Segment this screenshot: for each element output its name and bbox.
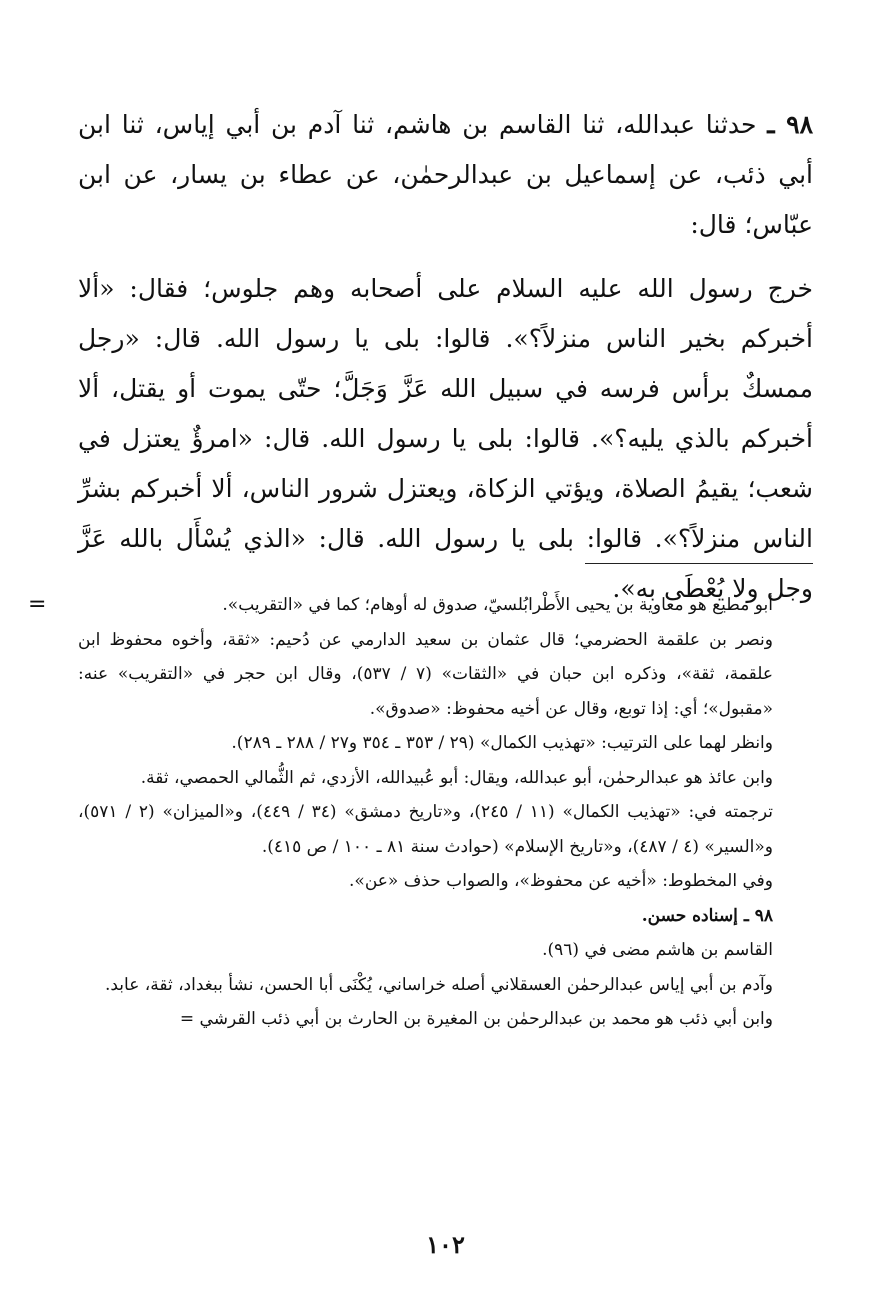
footnote-line: ونصر بن علقمة الحضرمي؛ قال عثمان بن سعيد الدارمي عن دُحيم: «ثقة، وأخوه محفوظ ابن علقمة، ثقة»، وذكره ابن حبان في «الثقات» (٧ / ٥٣٧)، وقال ابن حجر في «التقريب» عنه: «مقبول»؛ أي: إذا توبع، وقال عن أخيه محفوظ: «صدوق». <box>78 629 773 719</box>
continuation-mark-top: = <box>28 592 47 617</box>
footnotes <box>78 588 813 1037</box>
footnote-line: وآدم بن أبي إياس عبدالرحمٰن العسقلاني أصله خراساني، يُكْنَى أبا الحسن، نشأ ببغداد، ثقة، عابد. <box>104 974 773 995</box>
footnote-line: وانظر لهما على الترتيب: «تهذيب الكمال» (٢٩ / ٣٥٣ ـ ٣٥٤ و٢٧ / ٢٨٨ ـ ٢٨٩). <box>231 733 773 753</box>
footnote-divider <box>585 563 813 564</box>
footnote-line: وفي المخطوط: «أخيه عن محفوظ»، والصواب حذف «عن». <box>349 871 773 891</box>
page-number: ١٠٢ <box>426 1230 465 1259</box>
footnote-line: أبو مطيع هو معاوية بن يحيى الأَطْرابُلسيّ، صدوق له أوهام؛ كما في «التقريب». <box>222 595 773 615</box>
hadith-matn: خرج رسول الله عليه السلام على أصحابه وهم جلوس؛ فقال: «ألا أخبركم بخير الناس منزلاً؟». قالوا: بلى يا رسول الله. قال: «رجل ممسكٌ برأس فرسه في سبيل الله عَزَّ وَجَلَّ؛ حتّى يموت أو يقتل، ألا أخبركم بالذي يليه؟». قالوا: بلى يا رسول الله. قال: «امرؤٌ يعتزل في شعب؛ يقيمُ الصلاة، ويؤتي الزكاة، ويعتزل شرور الناس، ألا أخبركم بشرِّ الناس منزلاً؟». قالوا: بلى يا رسول الله. قال: «الذي يُسْأَل بالله عَزَّ وجل ولا يُعْطَى به». <box>78 274 813 603</box>
footnote-line: القاسم بن هاشم مضى في (٩٦). <box>542 940 773 960</box>
footnote-line: وابن أبي ذئب هو محمد بن عبدالرحمٰن بن المغيرة بن الحارث بن أبي ذئب القرشي = <box>179 1009 773 1029</box>
isnad-text: حدثنا عبدالله، ثنا القاسم بن هاشم، ثنا آدم بن أبي إياس، ثنا ابن أبي ذئب، عن إسماعيل بن عبدالرحمٰن، عن عطاء بن يسار، عن ابن عبّاس؛ قال: <box>78 110 813 239</box>
hadith-text <box>78 100 813 614</box>
footnote-line: وابن عائذ هو عبدالرحمٰن، أبو عبدالله، ويقال: أبو عُبيدالله، الأزدي، ثم الثُّمالي الحمصي، ثقة. <box>140 767 773 788</box>
hadith-number: ٩٨ ـ <box>767 110 814 139</box>
hadith-isnad <box>78 100 813 250</box>
footnote-heading: ٩٨ ـ إسناده حسن. <box>641 905 773 926</box>
footnote-line: ترجمته في: «تهذيب الكمال» (١١ / ٢٤٥)، و«تاريخ دمشق» (٣٤ / ٤٤٩)، و«الميزان» (٢ / ٥٧١)، و«السير» (٤ / ٤٨٧)، و«تاريخ الإسلام» (حوادث سنة ٨١ ـ ١٠٠ / ص ٤١٥). <box>78 802 773 857</box>
